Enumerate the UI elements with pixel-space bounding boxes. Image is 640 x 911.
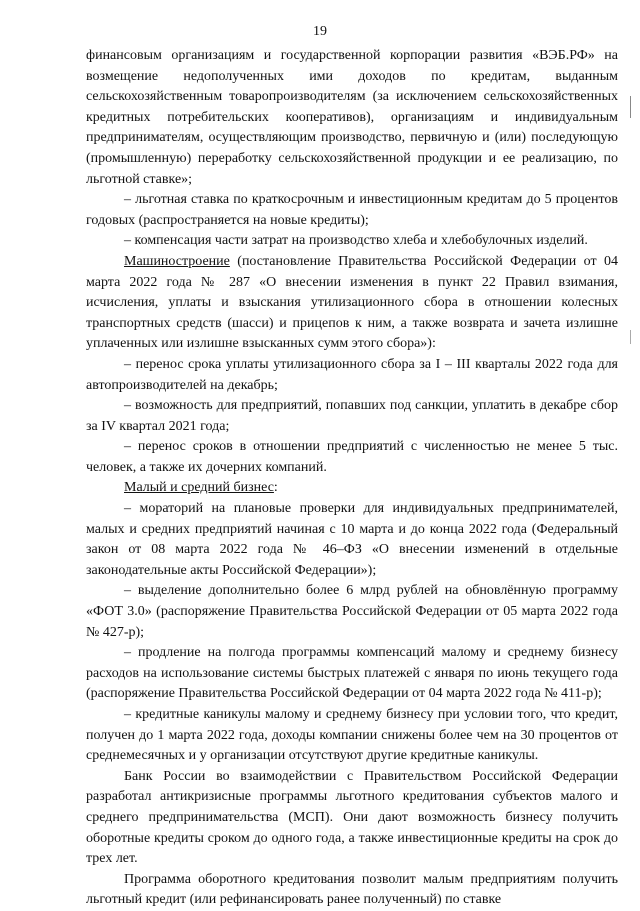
paragraph-8-text: : [273,480,278,496]
paragraph-13: Банк России во взаимодействии с Правительством Российской Федерации разработал антикризисные программы льготного кредитования субъектов малого и среднего предпринимательства (МСП). Они дают возможность бизнесу получить оборотные кредиты сроком до одного года, а также инвестиционные кредиты на срок до трех лет. [86,768,618,867]
paragraph-12: – кредитные каникулы малому и среднему бизнесу при условии того, что кредит, получен до 1 марта 2022 года, доходы компании снижены более чем на 30 процентов от среднемесячных и у организации отсутствуют другие кредитные каникулы. [86,707,618,764]
paragraph-8 [86,478,618,499]
paragraph-7: – перенос сроков в отношении предприятий с численностью не менее 5 тыс. человек, а также их дочерних компаний. [86,439,618,475]
paragraph-11: – продление на полгода программы компенсаций малому и среднему бизнесу расходов на использование системы быстрых платежей с января по июнь текущего года (распоряжение Правительства Российской Федерации от 04 марта 2022 года № 411-р); [86,645,618,702]
paragraph-3: – компенсация части затрат на производство хлеба и хлебобулочных изделий. [124,233,588,249]
paragraph-2: – льготная ставка по краткосрочным и инвестиционным кредитам до 5 процентов годовых (распространяется на новые кредиты); [86,192,618,228]
paragraph-4-text: (постановление Правительства Российской Федерации от 04 марта 2022 года № 287 «О внесении изменения в пункт 22 Правил взимания, исчисления, уплаты и взыскания утилизационного сбора в отношении колесных транспортных средств (шасси) и прицепов к ним, а также возврата и зачета излишне уплаченных или излишне взысканных сумм этого сбора»): [86,253,618,352]
document-body [86,46,618,911]
paragraph-5: – перенос срока уплаты утилизационного сбора за I – III кварталы 2022 года для автопроизводителей на декабрь; [86,356,618,393]
page-number: 19 [313,24,327,39]
paragraph-14: Программа оборотного кредитования позволит малым предприятиям получить льготный кредит (или рефинансировать ранее полученный) по ставке [86,871,618,908]
paragraph-1: финансовым организациям и государственной корпорации развития «ВЭБ.РФ» на возмещение недополученных ими доходов по кредитам, выданным сельскохозяйственным товаропроизводителям (за исключением сельскохозяйственных кредитных потребительских кооперативов), организациям и индивидуальным предпринимателям, осуществляющим производство, первичную и (или) последующую (промышленную) переработку сельскохозяйственной продукции и ее реализацию, по льготной ставке»; [86,48,618,187]
paragraph-9: – мораторий на плановые проверки для индивидуальных предпринимателей, малых и средних предприятий начиная с 10 марта и до конца 2022 года (Федеральный закон от 08 марта 2022 года № 46–ФЗ «О внесении изменений в отдельные законодательные акты Российской Федерации»); [86,501,618,578]
margin-scan-mark [630,330,631,344]
section-heading-engineering: Машиностроение [124,253,230,269]
paragraph-10: – выделение дополнительно более 6 млрд рублей на обновлённую программу «ФОТ 3.0» (распоряжение Правительства Российской Федерации от 05 марта 2022 года № 427-р); [86,583,618,640]
section-heading-small-business: Малый и средний бизнес [124,480,274,496]
margin-scan-mark [630,96,631,118]
paragraph-4 [86,252,618,355]
paragraph-6: – возможность для предприятий, попавших под санкции, уплатить в декабре сбор за IV квартал 2021 года; [86,398,618,434]
